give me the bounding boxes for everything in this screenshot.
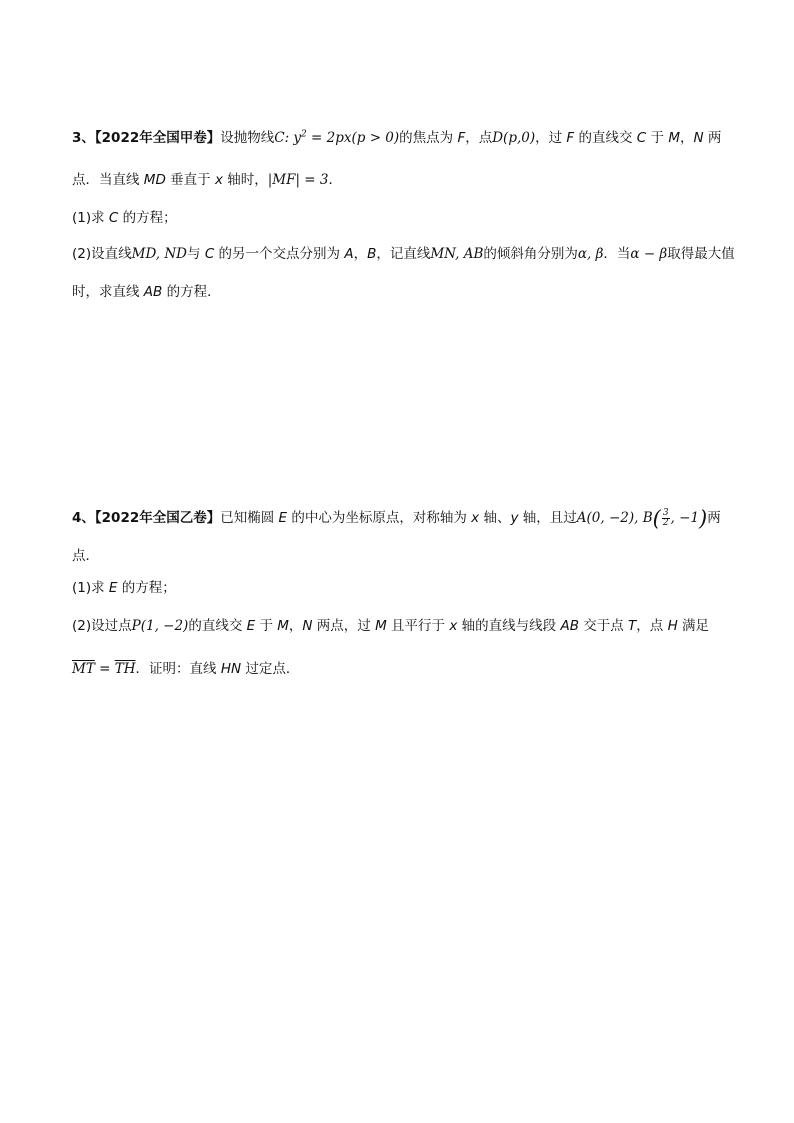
var-N: N [693,130,704,146]
text: 已知椭圆 [220,510,279,526]
text: (1)求 [72,210,109,226]
point-P: P(1, −2) [131,618,189,634]
var-M: M [375,618,387,634]
text: ，过 [535,130,567,146]
var-C: C [204,246,215,262]
q4-line-2 [72,546,99,566]
text: 轴、 [479,510,511,526]
lines-MD-ND: MD, ND [131,246,188,262]
var-M: M [277,618,289,634]
text: 的方程； [117,580,176,596]
q4-part-2 [72,616,709,636]
var-H: H [667,618,678,634]
var-A: A [344,246,354,262]
distance-equation: |MF| = 3 [267,172,329,188]
text: ，点 [465,130,493,146]
vector-TH: $\overline{TH}$ [114,661,136,677]
q3-part-2 [72,244,735,264]
text: 轴时， [222,172,268,188]
text: ．当 [603,246,631,262]
var-x: x [214,172,223,188]
text: 两 [707,510,721,526]
text: (2)设直线 [72,246,132,262]
text: 取得最大值 [667,246,735,262]
var-T: T [628,618,637,634]
text: 的方程． [162,284,221,300]
text: 点． [72,548,99,564]
q3-number: 3、 [72,130,95,146]
q4-line-1 [72,506,721,531]
q3-part-1 [72,208,177,228]
var-E: E [108,580,118,596]
text: 交于点 [578,618,629,634]
var-MD: MD [143,172,166,188]
q4-part-1 [72,578,176,598]
text: 且平行于 [386,618,450,634]
point-D: D(p,0) [492,130,536,146]
var-E: E [278,510,288,526]
var-x: x [471,510,480,526]
text: ，记直线 [376,246,431,262]
text: 于 [646,130,669,146]
text: 的直线交 [188,618,247,634]
text: (1)求 [72,580,109,596]
var-M: M [668,130,680,146]
q3-source: 【2022年全国甲卷】 [94,130,221,146]
var-F: F [457,130,466,146]
text: ， [353,246,368,262]
var-C: C [108,210,119,226]
fraction-3-2: $\frac{3}{2}$ [662,508,669,528]
var-C: C [636,130,647,146]
text: 垂直于 [165,172,215,188]
points-A-B: A(0, −2), B( $\frac{3}{2}$ , −1) [576,506,708,531]
text: 两 [703,130,722,146]
text: (2)设过点 [72,618,132,634]
q3-line-2 [72,170,342,190]
var-y: y [510,510,519,526]
var-AB: AB [143,284,163,300]
text: ，点 [636,618,668,634]
text: 满足 [677,618,710,634]
var-HN: HN [220,661,242,677]
lines-MN-AB: MN, AB [430,246,484,262]
text: 轴的直线与线段 [457,618,561,634]
text: 于 [255,618,278,634]
text: 两点，过 [312,618,376,634]
q3-line-1 [72,128,721,148]
text: 的方程； [118,210,177,226]
text: ， [679,130,694,146]
text: 的焦点为 [399,130,458,146]
angle-difference: α − β [630,246,668,262]
var-N: N [302,618,313,634]
q4-part-2-cont [72,659,299,679]
text: 过定点． [241,661,300,677]
text: 轴，且过 [518,510,577,526]
equals-sign: = [94,661,115,677]
text: 的直线交 [574,130,637,146]
text: 与 [187,246,205,262]
angles-alpha-beta: α, β [577,246,604,262]
var-B: B [367,246,377,262]
q4-number: 4、 [72,510,95,526]
vector-MT: $\overline{MT}$ [72,661,95,677]
q3-part-2-cont [72,282,221,302]
text: 的另一个交点分别为 [214,246,345,262]
text: 设抛物线 [220,130,275,146]
text: 的中心为坐标原点，对称轴为 [287,510,472,526]
text: 时，求直线 [72,284,144,300]
var-AB: AB [560,618,579,634]
text: ， [288,618,303,634]
text: ． [328,172,343,188]
text: 的倾斜角分别为 [483,246,578,262]
text: 点．当直线 [72,172,144,188]
text: ．证明：直线 [135,661,221,677]
var-F: F [566,130,575,146]
var-E: E [246,618,256,634]
q4-source: 【2022年全国乙卷】 [94,510,221,526]
var-x: x [449,618,458,634]
parabola-equation: C: $y^2 = 2px(p > 0)$ [274,129,400,146]
